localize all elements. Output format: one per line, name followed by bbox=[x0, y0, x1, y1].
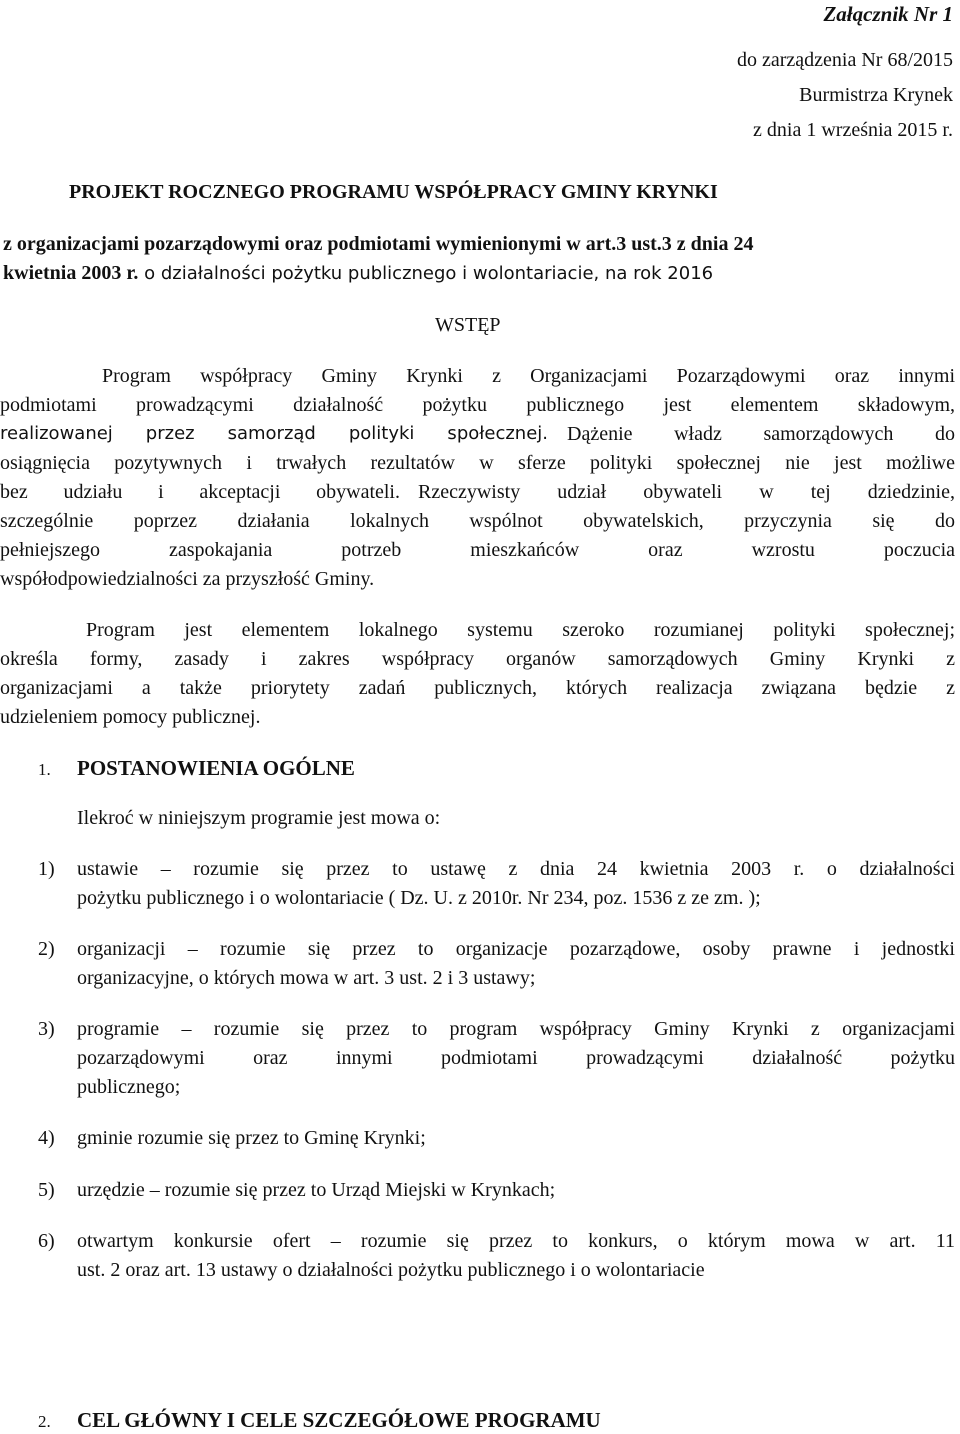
item5-number: 5) bbox=[38, 1179, 55, 1201]
intro-p1-line2: podmiotami prowadzącymi działalność pożytku publicznego jest elementem składowym, bbox=[0, 394, 955, 416]
intro-p1-line3a: realizowanej przez samorząd polityki społecznej. bbox=[0, 423, 548, 444]
item6-number: 6) bbox=[38, 1230, 55, 1252]
section1-number: 1. bbox=[38, 760, 51, 779]
intro-p1-line6: szczególnie poprzez działania lokalnych wspólnot obywatelskich, przyczynia się do bbox=[0, 510, 955, 532]
header-mayor: Burmistrza Krynek bbox=[799, 84, 953, 106]
item5-line1: urzędzie – rozumie się przez to Urząd Miejski w Krynkach; bbox=[77, 1179, 556, 1201]
intro-p1-line1: Program współpracy Gminy Krynki z Organizacjami Pozarządowymi oraz innymi bbox=[102, 365, 955, 387]
item2-line2: organizacyjne, o których mowa w art. 3 ust. 2 i 3 ustawy; bbox=[77, 967, 536, 989]
section2-heading: CEL GŁÓWNY I CELE SZCZEGÓŁOWE PROGRAMU bbox=[77, 1408, 601, 1432]
item4-number: 4) bbox=[38, 1127, 55, 1149]
subtitle-rest: o działalności pożytku publicznego i wolontariacie, na rok 2016 bbox=[138, 263, 714, 284]
item2-number: 2) bbox=[38, 938, 55, 960]
header-date: z dnia 1 września 2015 r. bbox=[753, 119, 953, 141]
intro-p1-line5b: Rzeczywisty udział obywateli w tej dziedzinie, bbox=[418, 481, 955, 503]
header-ordinance: do zarządzenia Nr 68/2015 bbox=[736, 49, 953, 71]
section2-number: 2. bbox=[38, 1412, 51, 1431]
intro-p1-line7: pełniejszego zaspokajania potrzeb mieszkańców oraz wzrostu poczucia bbox=[0, 539, 955, 561]
item1-line2: pożytku publicznego i o wolontariacie ( Dz. U. z 2010r. Nr 234, poz. 1536 z ze zm. ); bbox=[77, 887, 761, 909]
intro-p2-line3: organizacjami a także priorytety zadań publicznych, których realizacja związana będzie z bbox=[0, 677, 955, 699]
intro-p1-line3b: Dążenie władz samorządowych do bbox=[567, 423, 955, 445]
item1-number: 1) bbox=[38, 858, 55, 880]
item3-number: 3) bbox=[38, 1018, 55, 1040]
item4-line1: gminie rozumie się przez to Gminę Krynki; bbox=[77, 1127, 426, 1149]
intro-heading: WSTĘP bbox=[435, 314, 501, 336]
item6-line2: ust. 2 oraz art. 13 ustawy o działalności pożytku publicznego i o wolontariacie bbox=[77, 1259, 705, 1281]
subtitle-date: kwietnia 2003 r. bbox=[3, 262, 139, 284]
section1-heading: POSTANOWIENIA OGÓLNE bbox=[77, 756, 355, 780]
item3-line3: publicznego; bbox=[77, 1076, 181, 1098]
item6-line1: otwartym konkursie ofert – rozumie się przez to konkurs, o którym mowa w art. 11 bbox=[77, 1230, 955, 1252]
intro-p1-line4: osiągnięcia pozytywnych i trwałych rezultatów w sferze polityki społecznej nie jest możliwe bbox=[0, 452, 955, 474]
item1-line1: ustawie – rozumie się przez to ustawę z dnia 24 kwietnia 2003 r. o działalności bbox=[77, 858, 955, 880]
intro-p2-line1: Program jest elementem lokalnego systemu szeroko rozumianej polityki społecznej; bbox=[86, 619, 955, 641]
intro-p1-line5a: bez udziału i akceptacji obywateli. bbox=[0, 481, 400, 503]
item3-line2: pozarządowymi oraz innymi podmiotami prowadzącymi działalność pożytku bbox=[77, 1047, 955, 1069]
intro-p2-line4: udzieleniem pomocy publicznej. bbox=[0, 706, 261, 728]
document-subtitle-line1: z organizacjami pozarządowymi oraz podmiotami wymienionymi w art.3 ust.3 z dnia 24 bbox=[3, 233, 754, 255]
item2-line1: organizacji – rozumie się przez to organizacje pozarządowe, osoby prawne i jednostki bbox=[77, 938, 955, 960]
document-title: PROJEKT ROCZNEGO PROGRAMU WSPÓŁPRACY GMINY KRYNKI bbox=[69, 181, 718, 203]
attachment-label: Załącznik Nr 1 bbox=[823, 2, 953, 26]
intro-p2-line2: określa formy, zasady i zakres współpracy organów samorządowych Gminy Krynki z bbox=[0, 648, 955, 670]
item3-line1: programie – rozumie się przez to program współpracy Gminy Krynki z organizacjami bbox=[77, 1018, 955, 1040]
intro-p1-line8: współodpowiedzialności za przyszłość Gminy. bbox=[0, 568, 375, 590]
document-subtitle-line2 bbox=[3, 262, 713, 285]
section1-lead: Ilekroć w niniejszym programie jest mowa o: bbox=[77, 807, 441, 829]
